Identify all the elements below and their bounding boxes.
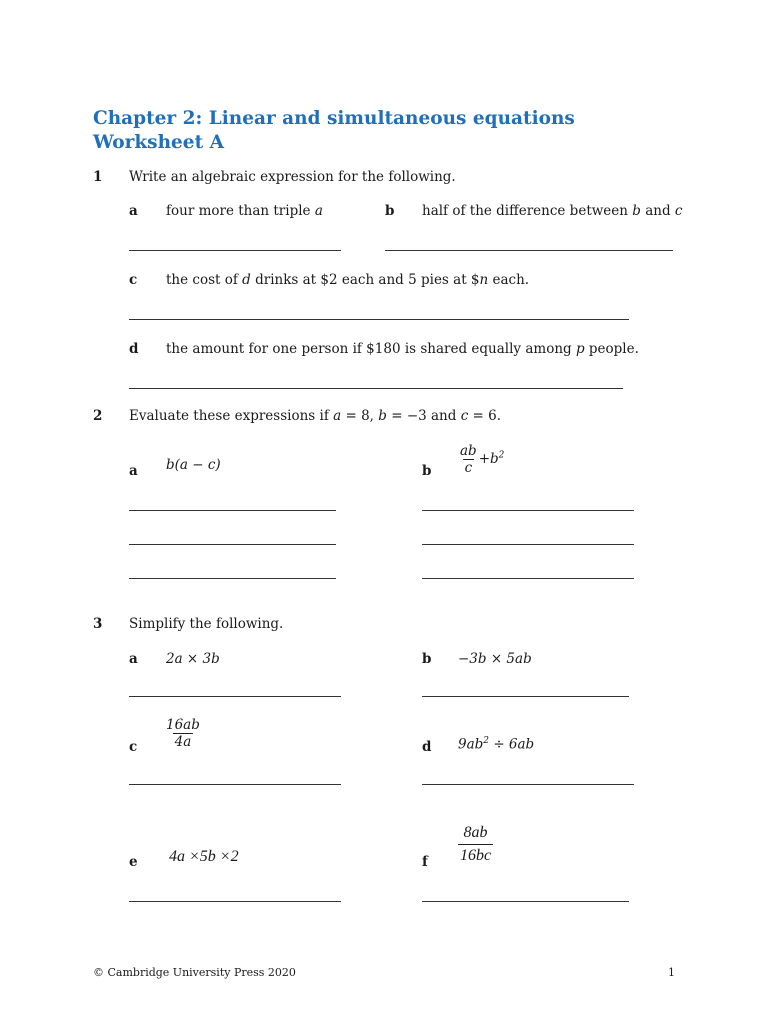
q3f-denominator: 16bc [458,844,493,867]
q2b-answer-line-2[interactable] [422,544,634,545]
q3b-label: b [422,651,432,667]
footer-copyright: © Cambridge University Press 2020 [93,966,296,979]
q3b-answer-line[interactable] [422,696,629,697]
q2b-answer-line-3[interactable] [422,578,634,579]
q3f-answer-line[interactable] [422,901,629,902]
chapter-title: Chapter 2: Linear and simultaneous equations [93,108,575,129]
q3e-expression: 4a ×5b ×2 [169,848,239,865]
q3d-answer-line[interactable] [422,784,634,785]
q3c-label: c [129,739,138,755]
q1b-text: half of the difference between b and c [422,203,683,219]
q3e-answer-line[interactable] [129,901,341,902]
q3a-label: a [129,651,138,667]
q2b-numerator: ab [460,443,477,459]
q2a-answer-line-3[interactable] [129,578,336,579]
q1b-answer-line[interactable] [385,250,673,251]
q3b-expression: −3b × 5ab [458,651,532,667]
q1d-answer-line[interactable] [129,388,623,389]
q2a-answer-line-1[interactable] [129,510,336,511]
q1c-label: c [129,272,138,288]
q3a-answer-line[interactable] [129,696,341,697]
page-number: 1 [668,966,675,979]
q1a-text: four more than triple a [166,203,323,219]
worksheet-title: Worksheet A [93,132,224,153]
q1a-answer-line[interactable] [129,250,341,251]
q2b-answer-line-1[interactable] [422,510,634,511]
question-1-prompt: Write an algebraic expression for the following. [129,169,456,185]
q3e-label: e [129,854,138,870]
q1d-text: the amount for one person if $180 is shared equally among p people. [166,341,639,357]
question-1-number: 1 [93,169,103,185]
q1c-answer-line[interactable] [129,319,629,320]
q1c-text: the cost of d drinks at $2 each and 5 pies at $n each. [166,272,530,288]
q3f-expression [458,822,493,867]
q1d-label: d [129,341,139,357]
question-2-number: 2 [93,408,103,424]
q3c-answer-line[interactable] [129,784,341,785]
question-3-prompt: Simplify the following. [129,616,284,632]
question-3-number: 3 [93,616,103,632]
page-title [93,107,575,155]
question-2-prompt: Evaluate these expressions if a = 8, b = −3 and c = 6. [129,408,502,424]
q3c-numerator: 16ab [166,717,200,733]
q2a-expression: b(a − c) [166,457,221,473]
q3f-label: f [422,854,428,870]
q3f-numerator: 8ab [463,824,488,841]
q3c-expression [164,717,202,750]
q2a-label: a [129,463,138,479]
q2a-answer-line-2[interactable] [129,544,336,545]
q2b-expression: $\frac{ab}{c}$ $+b^2$ [460,443,505,476]
q2b-denominator: c [464,460,473,476]
q1a-label: a [129,203,138,219]
q3d-label: d [422,739,432,755]
q3d-expression: $9ab^2 \div 6ab$ [458,736,535,753]
q1b-label: b [385,203,395,219]
q2b-label: b [422,463,432,479]
q3c-denominator: 4a [174,734,192,750]
q3a-expression: 2a × 3b [166,651,220,667]
